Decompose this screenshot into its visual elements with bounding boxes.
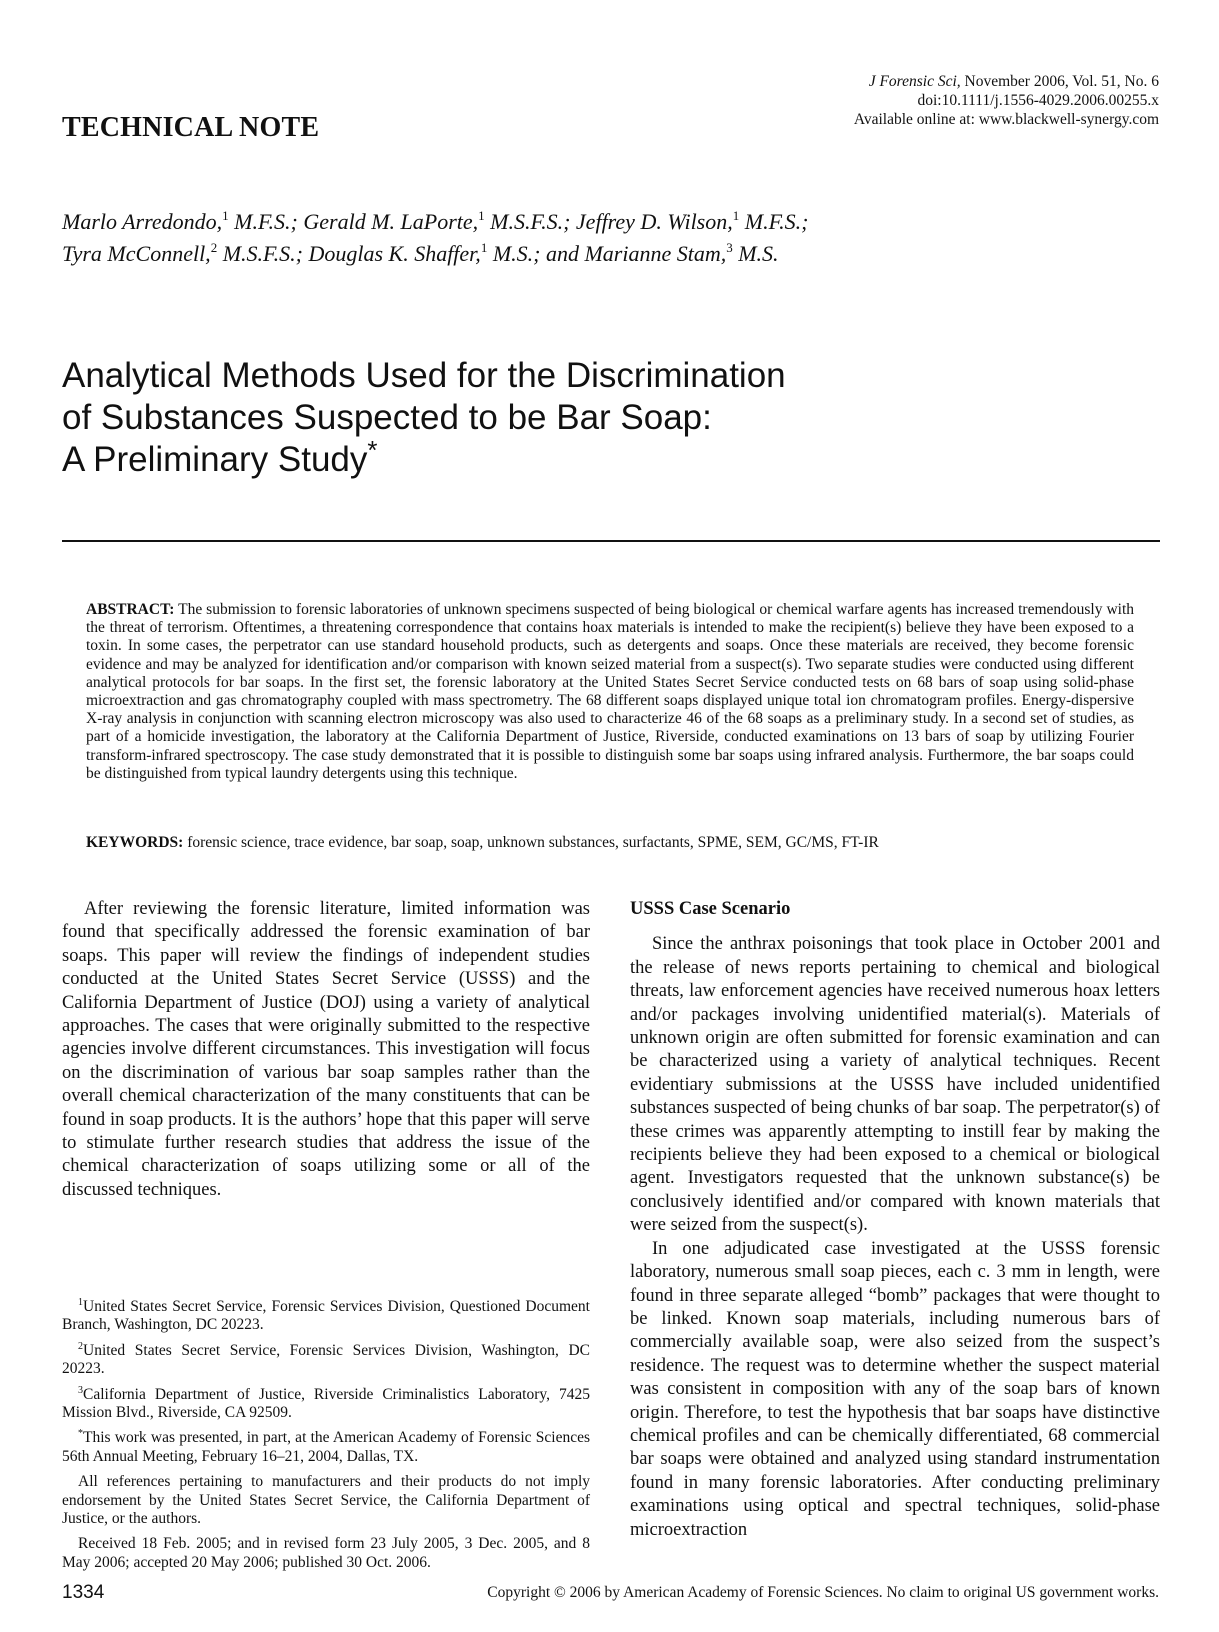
- author-line-2: [62, 238, 809, 270]
- footnote: [62, 1473, 590, 1528]
- keywords-text: forensic science, trace evidence, bar soap, soap, unknown substances, surfactants, SPME, SEM, GC/MS, FT-IR: [183, 834, 879, 851]
- footnote-text: United States Secret Service, Forensic Services Division, Questioned Document Branch, Washington, DC 20223.: [62, 1298, 590, 1334]
- copyright-notice: Copyright © 2006 by American Academy of Forensic Sciences. No claim to original US government works.: [487, 1584, 1159, 1601]
- author-name: and Marianne Stam,: [540, 241, 727, 266]
- author-name: Tyra McConnell,: [62, 241, 211, 266]
- footnote: [62, 1298, 590, 1335]
- journal-name: J Forensic Sci,: [868, 73, 961, 90]
- footnote-mark: *: [78, 1428, 83, 1440]
- author-degree: M.S.F.S.;: [484, 209, 571, 234]
- author-degree: M.F.S.;: [228, 209, 298, 234]
- abstract: [86, 601, 1134, 783]
- body-paragraph: In one adjudicated case investigated at the USSS forensic laboratory, numerous small soap pieces, each c. 3 mm in length, were found in three separate alleged “bomb” packages that were thought to be linked. Known soap materials, including numerous bars of commercially available soap, were also seized from the suspect’s residence. The request was to determine whether the suspect material was consistent in composition with any of the soap bars of known origin. Therefore, to test the hypothesis that bar soaps have distinctive chemical profiles and can be chemically differentiated, 68 commercial bar soaps were obtained and analyzed using standard instrumentation found in many forensic laboratories. After conducting preliminary examinations using optical and spectral techniques, solid-phase microextraction: [630, 1238, 1160, 1540]
- journal-citation: [854, 72, 1159, 129]
- title-line: A Preliminary Study: [62, 440, 368, 479]
- author-degree: M.S.;: [487, 241, 541, 266]
- footnote-text: Received 18 Feb. 2005; and in revised form 23 July 2005, 3 Dec. 2005, and 8 May 2006; accepted 20 May 2006; published 30 Oct. 2006.: [62, 1535, 590, 1571]
- title-line: Analytical Methods Used for the Discrimination: [62, 356, 786, 395]
- citation-line: [854, 72, 1159, 91]
- page-number: 1334: [62, 1582, 105, 1603]
- doi: doi:10.1111/j.1556-4029.2006.00255.x: [917, 92, 1159, 109]
- footnote-mark: 1: [78, 1297, 83, 1308]
- right-column: [630, 898, 1160, 1542]
- author-line-1: [62, 206, 809, 238]
- title-footnote-mark: *: [367, 435, 378, 465]
- keywords: [86, 834, 1134, 852]
- section-label: TECHNICAL NOTE: [62, 112, 320, 143]
- author-name: Marlo Arredondo,: [62, 209, 223, 234]
- footnote-mark: 3: [78, 1384, 83, 1396]
- affiliation-mark: 1: [222, 208, 229, 223]
- author-degree: M.F.S.;: [739, 209, 809, 234]
- footnote-text: All references pertaining to manufacturers and their products do not imply endorsement by the United States Secret Service, the California Department of Justice, or the authors.: [62, 1473, 590, 1528]
- keywords-label: KEYWORDS:: [86, 834, 184, 851]
- title-divider: [62, 540, 1160, 542]
- footnote: [62, 1342, 590, 1379]
- affiliation-mark: 1: [478, 208, 485, 223]
- paper-title: [62, 355, 786, 481]
- title-line-last: [62, 435, 786, 481]
- body-paragraph: Since the anthrax poisonings that took place in October 2001 and the release of news reports pertaining to chemical and biological threats, law enforcement agencies have received numerous hoax letters and/or packages involving unidentified material(s). Materials of unknown origin are often submitted for forensic examination and can be characterized using a variety of analytical techniques. Recent evidentiary submissions at the USSS have included unidentified substances suspected of being chunks of bar soap. The perpetrator(s) of these crimes was apparently attempting to instill fear by making the recipients believe they had been exposed to a chemical or biological agent. Investigators requested that the unknown substance(s) be conclusively identified and/or compared with known materials that were seized from the suspect(s).: [630, 934, 1160, 1236]
- author-name: Jeffrey D. Wilson,: [570, 209, 733, 234]
- left-column: [62, 898, 590, 1202]
- author-name: Gerald M. LaPorte,: [297, 209, 479, 234]
- footnotes: [62, 1298, 590, 1579]
- affiliation-mark: 2: [210, 240, 218, 255]
- footnote: [62, 1386, 590, 1423]
- abstract-text: The submission to forensic laboratories of unknown specimens suspected of being biological or chemical warfare agents has increased tremendously with the threat of terrorism. Oftentimes, a threatening correspondence that contains hoax materials is intended to make the recipient(s) believe they have been exposed to a toxin. In some cases, the perpetrator can use standard household products, such as detergents and soaps. Once these materials are received, they become forensic evidence and may be analyzed for identification and/or comparison with known seized material from a suspect(s). Two separate studies were conducted using different analytical protocols for bar soaps. In the first set, the forensic laboratory at the United States Secret Service conducted tests on 68 bars of soap using solid-phase microextraction and gas chromatography coupled with mass spectrometry. The 68 different soaps displayed unique total ion chromatogram profiles. Energy-dispersive X-ray analysis in conjunction with scanning electron microscopy was also used to characterize 46 of the 68 soaps as a preliminary study. In a second set of studies, as part of a homicide investigation, the laboratory at the California Department of Justice, Riverside, conducted examinations on 13 bars of soap by utilizing Fourier transform-infrared spectroscopy. The case study demonstrated that it is possible to distinguish some bar soaps using infrared analysis. Furthermore, the bar soaps could be distinguished from typical laundry detergents using this technique.: [86, 601, 1134, 782]
- author-list: [62, 206, 809, 270]
- affiliation-mark: 1: [480, 240, 488, 255]
- intro-paragraph: After reviewing the forensic literature, limited information was found that specifically addressed the forensic examination of bar soaps. This paper will review the findings of independent studies conducted at the United States Secret Service (USSS) and the California Department of Justice (DOJ) using a variety of analytical approaches. The cases that were originally submitted to the respective agencies involve different circumstances. This investigation will focus on the discrimination of various bar soap samples rather than the overall chemical characterization of the many constituents that can be found in soap products. It is the authors’ hope that this paper will serve to stimulate further research studies that address the issue of the chemical characterization of soaps utilizing some or all of the discussed techniques.: [62, 899, 590, 1200]
- title-line: of Substances Suspected to be Bar Soap:: [62, 398, 712, 437]
- online-availability: Available online at: www.blackwell-synergy.com: [853, 111, 1159, 128]
- footnote-text: United States Secret Service, Forensic Services Division, Washington, DC 20223.: [62, 1341, 590, 1378]
- footnote: [62, 1429, 590, 1466]
- abstract-label: ABSTRACT:: [86, 601, 175, 618]
- footnote-text: California Department of Justice, Riverside Criminalistics Laboratory, 7425 Mission Blvd., Riverside, CA 92509.: [62, 1385, 590, 1422]
- footnote-mark: 2: [78, 1340, 83, 1352]
- footnote-text: This work was presented, in part, at the American Academy of Forensic Sciences 56th Annual Meeting, February 16–21, 2004, Dallas, TX.: [62, 1429, 590, 1465]
- author-name: Douglas K. Shaffer,: [302, 241, 481, 266]
- affiliation-mark: 1: [732, 208, 740, 223]
- section-heading: USSS Case Scenario: [630, 899, 791, 919]
- journal-issue: November 2006, Vol. 51, No. 6: [960, 73, 1159, 90]
- footnote: [62, 1535, 590, 1572]
- affiliation-mark: 3: [726, 240, 733, 255]
- author-degree: M.S.F.S.;: [217, 241, 303, 266]
- author-degree: M.S.: [732, 241, 779, 266]
